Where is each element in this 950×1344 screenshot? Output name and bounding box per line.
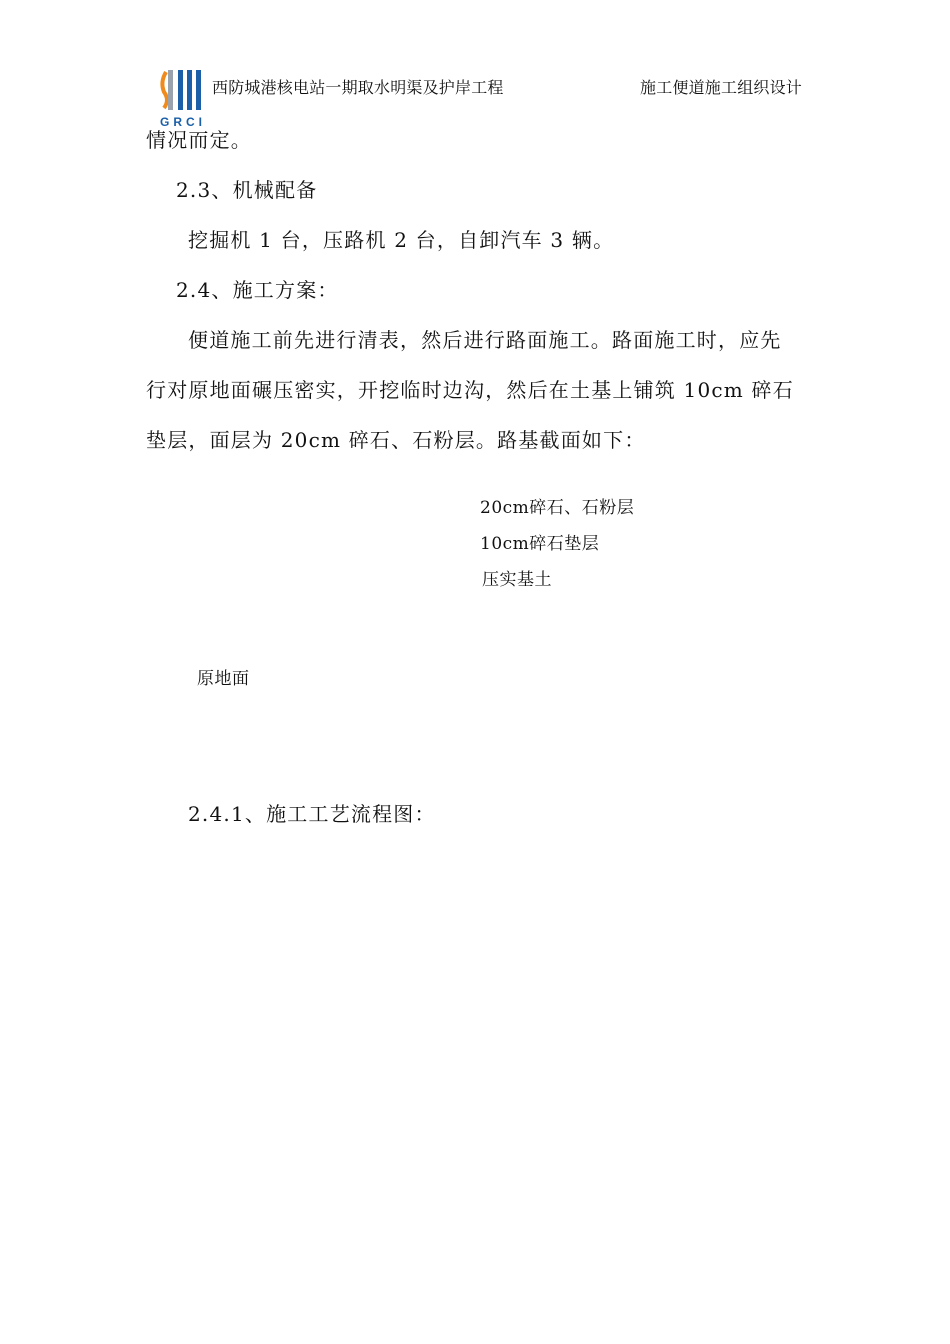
header-project-title: 西防城港核电站一期取水明渠及护岸工程 (212, 78, 504, 97)
diagram-layer-base-label: 10cm碎石垫层 (480, 534, 600, 554)
logo-text: GRCI (160, 115, 206, 128)
section-2-3-paragraph: 挖掘机 1 台，压路机 2 台，自卸汽车 3 辆。 (188, 228, 615, 252)
diagram-layer-surface-label: 20cm碎石、石粉层 (480, 498, 635, 518)
section-2-3-heading: 2.3、机械配备 (176, 178, 318, 202)
section-2-4-paragraph-line-2: 行对原地面碾压密实，开挖临时边沟，然后在土基上铺筑 10cm 碎石 (146, 378, 794, 402)
section-2-4-paragraph-line-3: 垫层，面层为 20cm 碎石、石粉层。路基截面如下： (146, 428, 646, 452)
header-document-title: 施工便道施工组织设计 (640, 78, 803, 97)
diagram-layer-subgrade-label: 压实基土 (482, 570, 552, 590)
section-2-4-1-heading: 2.4.1、施工工艺流程图： (188, 802, 436, 826)
section-2-4-paragraph-line-1: 便道施工前先进行清表，然后进行路面施工。路面施工时，应先 (188, 328, 782, 352)
diagram-ground-label: 原地面 (197, 669, 250, 689)
grci-logo (156, 66, 214, 128)
continuation-text: 情况而定。 (146, 128, 252, 152)
section-2-4-heading: 2.4、施工方案： (176, 278, 339, 302)
